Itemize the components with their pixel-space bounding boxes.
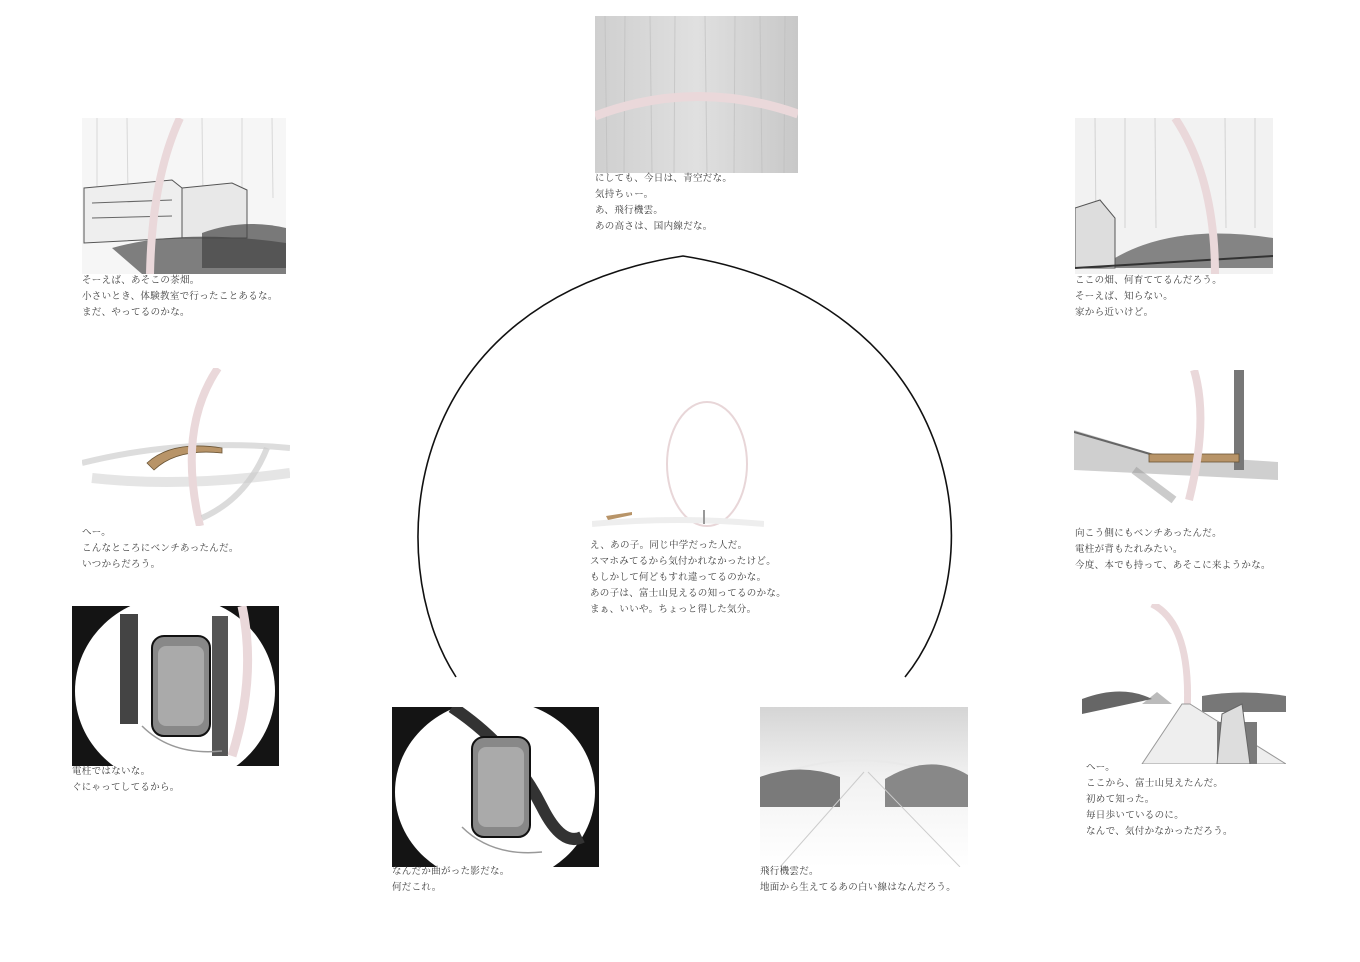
caption-line: いつからだろう。 (82, 559, 161, 570)
caption-line: 飛行機雲だ。 (760, 866, 819, 877)
phone-mid-sketch (392, 707, 599, 867)
caption-line: あ、飛行機雲。 (595, 205, 664, 216)
caption-line: へー。 (1086, 762, 1116, 773)
fuji-sketch (1082, 604, 1286, 764)
caption-line: え、あの子。同じ中学だった人だ。 (590, 540, 748, 551)
sky-sketch (595, 16, 798, 173)
caption-line: なんだか曲がった影だな。 (392, 866, 510, 877)
caption-line: ここから、富士山見えたんだ。 (1086, 778, 1224, 789)
caption-line: そーえば、あそこの茶畑。 (82, 275, 200, 286)
caption-line: 向こう側にもベンチあったんだ。 (1075, 528, 1222, 539)
caption-line: 毎日歩いているのに。 (1086, 810, 1185, 821)
caption-line: まぁ、いいや。ちょっと得した気分。 (590, 604, 757, 615)
bench-right-sketch (1074, 370, 1278, 505)
caption-line: にしても、今日は、青空だな。 (595, 173, 733, 184)
caption-line: なんで、気付かなかっただろう。 (1086, 826, 1233, 837)
caption-line: 小さいとき、体験教室で行ったことあるな。 (82, 291, 278, 302)
caption-line: 気持ちぃー。 (595, 189, 654, 200)
caption-line: そーえば、知らない。 (1075, 291, 1174, 302)
caption-line: もしかして何どもすれ違ってるのかな。 (590, 572, 767, 583)
caption-line: 電柱が背もたれみたい。 (1075, 544, 1183, 555)
contrail-sketch (760, 707, 968, 867)
caption-line: スマホみてるから気付かれなかったけど。 (590, 556, 777, 567)
caption-line: ここの畑、何育ててるんだろう。 (1075, 275, 1223, 286)
caption-line: あの高さは、国内線だな。 (595, 221, 713, 232)
caption-line: 地面から生えてるあの白い線はなんだろう。 (760, 882, 957, 893)
caption-line: 今度、本でも持って、あそこに来ようかな。 (1075, 560, 1271, 571)
caption-line: 家から近いけど。 (1075, 307, 1154, 318)
caption-line: 何だこれ。 (392, 882, 442, 893)
bench-left-sketch (82, 368, 290, 526)
caption-line: あの子は、富士山見えるの知ってるのかな。 (590, 588, 787, 599)
caption-line: へー。 (82, 527, 112, 538)
caption-line: 初めて知った。 (1086, 794, 1155, 805)
caption-line: ぐにゃってしてるから。 (72, 782, 180, 793)
caption-line: 電柱ではないな。 (72, 766, 151, 777)
phone-left-sketch (72, 606, 279, 766)
caption-line: まだ、やってるのかな。 (82, 307, 190, 318)
caption-line: こんなところにベンチあったんだ。 (82, 543, 239, 554)
field-sketch (1075, 118, 1273, 274)
center-sketch (592, 394, 764, 530)
tea-farm-sketch (82, 118, 286, 274)
